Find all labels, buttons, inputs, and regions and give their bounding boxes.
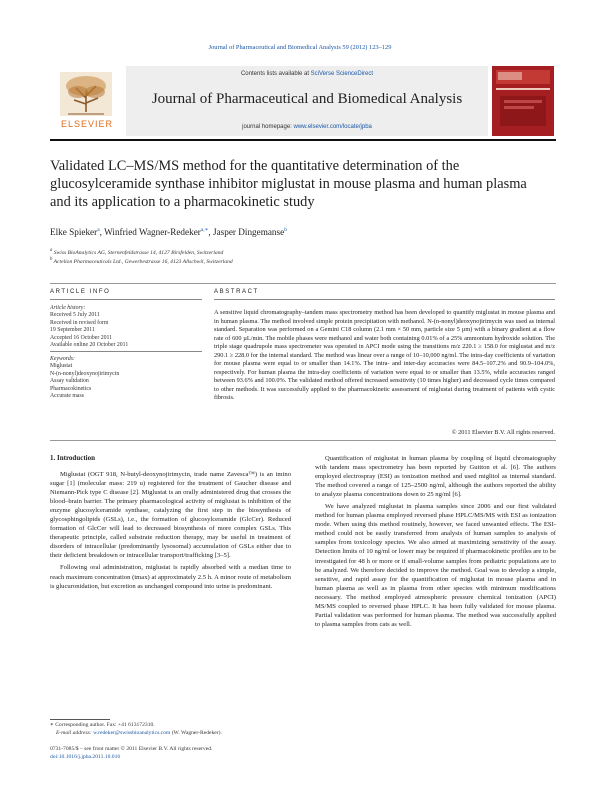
article-info-heading: ARTICLE INFO xyxy=(50,289,111,295)
right-column xyxy=(315,454,556,632)
abstract-bottom-rule xyxy=(50,440,556,441)
homepage-prefix: journal homepage: xyxy=(242,124,294,130)
author-2[interactable]: Winfried Wagner-Redeker xyxy=(104,227,201,238)
author-1[interactable]: Elke Spieker xyxy=(50,227,98,238)
intro-paragraph: Following oral administration, miglustat is rapidly absorbed with a median time to reach maximum concentration (tmax) at approximately 2.5 h. A minor route of metabolism is glucuronidation, but excretion as unchanged compound into urine is predominant. xyxy=(50,564,291,590)
affiliation-b-marker: b xyxy=(50,257,53,262)
sciencedirect-link[interactable]: SciVerse ScienceDirect xyxy=(310,71,374,77)
keyword: Miglustat xyxy=(50,363,73,370)
copyright-line: © 2011 Elsevier B.V. All rights reserved. xyxy=(451,429,555,436)
doi-link[interactable]: doi:10.1016/j.jpba.2011.10.016 xyxy=(50,754,121,760)
article-info-rule xyxy=(50,299,202,300)
email-link[interactable]: w.redeker@swissbioanalytics.com xyxy=(93,730,171,736)
email-suffix: (W. Wagner-Redeker). xyxy=(171,730,222,736)
publisher-name: ELSEVIER xyxy=(60,119,114,129)
history-item: Received in revised form xyxy=(50,319,109,326)
homepage-link[interactable]: www.elsevier.com/locate/jpba xyxy=(293,124,372,130)
affiliation-b-text: Actelion Pharmaceuticals Ltd., Gewerbestrasse 16, 4123 Allschwil, Switzerland xyxy=(53,258,233,265)
keywords-rule xyxy=(50,351,202,352)
affiliation-a xyxy=(50,248,223,256)
history-item: Received 5 July 2011 xyxy=(50,312,100,319)
left-column xyxy=(50,470,291,594)
keyword: N-(n-nonyl)deoxynojirimycin xyxy=(50,370,120,377)
keyword: Accurate mass xyxy=(50,393,84,400)
header-rule xyxy=(50,139,556,141)
history-item: Available online 20 October 2011 xyxy=(50,342,129,349)
email-label: E-mail address: xyxy=(56,730,92,736)
affiliation-b xyxy=(50,257,233,265)
author-2-affil[interactable]: a,∗ xyxy=(200,227,209,233)
article-history xyxy=(50,305,202,349)
journal-title: Journal of Pharmaceutical and Biomedical Analysis xyxy=(151,91,463,107)
footnote-rule xyxy=(50,719,110,720)
affiliation-a-marker: a xyxy=(50,248,53,253)
keyword: Assay validation xyxy=(50,378,89,385)
journal-reference[interactable]: Journal of Pharmaceutical and Biomedical Analysis 59 (2012) 123–129 xyxy=(208,44,392,51)
author-1-affil[interactable]: a xyxy=(97,227,100,233)
corresponding-author-note: ∗ Corresponding author. Fax: +41 613172310. xyxy=(50,722,155,728)
contents-prefix: Contents lists available at xyxy=(240,71,311,77)
history-item: Accepted 16 October 2011 xyxy=(50,334,113,341)
affiliation-a-text: Swiss BioAnalytics AG, Sternenfeldstrasse 14, 4127 Birsfelden, Switzerland xyxy=(53,249,224,256)
intro-paragraph: Miglustat (OGT 918, N-butyl-deoxynojirimycin, trade name Zavesca™) is an imino sugar [1] (molecular mass: 219 u) registered for the treatment of Gaucher disease and Niemann-Pick type C disease [2]. Miglustat is an orally administered drug that crosses the blood–brain barrier. The primary pharmacological activity of miglustat is inhibition of the enzyme glucosylceramide synthase, catalyzing the first step in the biosynthesis of glycosphingolipids (GSLs), i.e., the formation of glucosylceramide (GlcCer). Reduced formation of GlcCer will lead to decreased biosynthesis of more complex GSLs. This therapeutic principle, called substrate reduction therapy, may be useful in treatment of disorders of intracellular (predominantly lysosomal) accumulation of GSLs either due to their deficient breakdown or intracellular transport/trafficking [3–5]. xyxy=(50,471,291,560)
keyword: Pharmacokinetics xyxy=(50,385,92,392)
contents-line xyxy=(126,71,488,77)
affiliation-rule xyxy=(50,283,556,284)
author-3-affil[interactable]: b xyxy=(284,227,287,233)
abstract-text: A sensitive liquid chromatography–tandem mass spectrometry method has been developed to quantify miglustat in mouse plasma and in human plasma. The method involved simple protein precipitation with methanol. N-(n-nonyl)deoxynojirimycin was used as internal standard. Separation was performed on a Gemini C18 column (2.1 mm × 50 mm, particle size 5 µm) with a binary gradient at a flow rate of 600 µL/min. The mobile phases were methanol and water both containing 0.01% of a 25% ammonium hydroxide solution. The triple stage quadrupole mass spectrometer was operated in APCI mode using the transitions m/z 220.1 ≥ 158.0 for miglustat and m/z 290.1 ≥ 228.0 for the internal standard. The method was linear over a range of 10–10,000 ng/ml. The intra-day coefficients of variation for mouse plasma were equal to or smaller than 14.1%. The intra- and inter-day accuracies were 84.5–107.2% and 90.9–104.0%, respectively. For human plasma the intra-day coefficients of variation were equal to or smaller than 13.5%, while accuracies ranged between 93.6% and 100.0%. The validated method offered increased sensitivity (10 times higher) and decreased cycle times compared to other methods. It was successfully applied to the pharmacokinetic assessment of miglustat during treatment of patients with cystic fibrosis. xyxy=(214,309,555,402)
email-note xyxy=(56,730,222,736)
author-3[interactable]: Jasper Dingemanse xyxy=(213,227,285,238)
intro-paragraph: Quantification of miglustat in human plasma by coupling of liquid chromatography with tandem mass spectrometry has been reported by Guitton et al. [6]. The authors employed electrospray (ESI) as ionization method and used miglitol as internal standard. The method covered a range of 125–2500 ng/ml, although the authors reported the ability to analyze plasma concentrations down to 25 ng/ml [6]. xyxy=(315,455,556,499)
author-list: Elke Spieker$^a$, Winfried Wagner-Redeker$^{a,∗}$, Jasper Dingemanse$^b$ xyxy=(50,227,287,238)
article-title: Validated LC–MS/MS method for the quantitative determination of the glucosylceramide synthase inhibitor miglustat in mouse plasma and human plasma and its application to a pharmacokinetic study xyxy=(50,158,527,210)
history-item: 19 September 2011 xyxy=(50,327,95,334)
journal-header xyxy=(126,66,488,136)
abstract-heading: ABSTRACT xyxy=(214,289,259,295)
abstract-rule xyxy=(214,299,555,300)
issn-line: 0731-7085/$ – see front matter © 2011 Elsevier B.V. All rights reserved. xyxy=(50,746,213,752)
intro-paragraph: We have analyzed miglustat in plasma samples since 2006 and our first validated method for human plasma employed reversed phase HPLC/MS/MS with ESI as ionization mode. When using this method routinely, however, we faced unwanted effects. The ESI-method could not be easily transferred from analysis of human samples to analysis of samples from toxicology species. We also aimed at maximizing sensitivity of the assay. Detection limits of 10 ng/ml or lower may be required if pharmacokinetic profiles are to be investigated for 48 h or more or if small-volume samples from pediatric populations are to be analyzed. We therefore decided to improve the method. Goal was to develop a simple, sensitive, and rapid assay for the quantification of miglustat in mouse plasma and in human plasma as well as in plasma from other species with minimum modifications necessary. The method employed atmospheric pressure chemical ionization (APCI) MS/MS coupled to reversed phase HPLC. It has been fully validated for mouse plasma. Partial validation was performed for human plasma. The method was successfully applied to plasma samples from cats as well. xyxy=(315,503,556,628)
introduction-heading: 1. Introduction xyxy=(50,454,95,462)
elsevier-logo xyxy=(50,70,122,130)
journal-cover-image xyxy=(492,66,554,136)
keywords-block xyxy=(50,356,202,400)
homepage-line xyxy=(126,124,488,130)
keywords-label: Keywords: xyxy=(50,356,75,362)
history-label: Article history: xyxy=(50,305,86,311)
